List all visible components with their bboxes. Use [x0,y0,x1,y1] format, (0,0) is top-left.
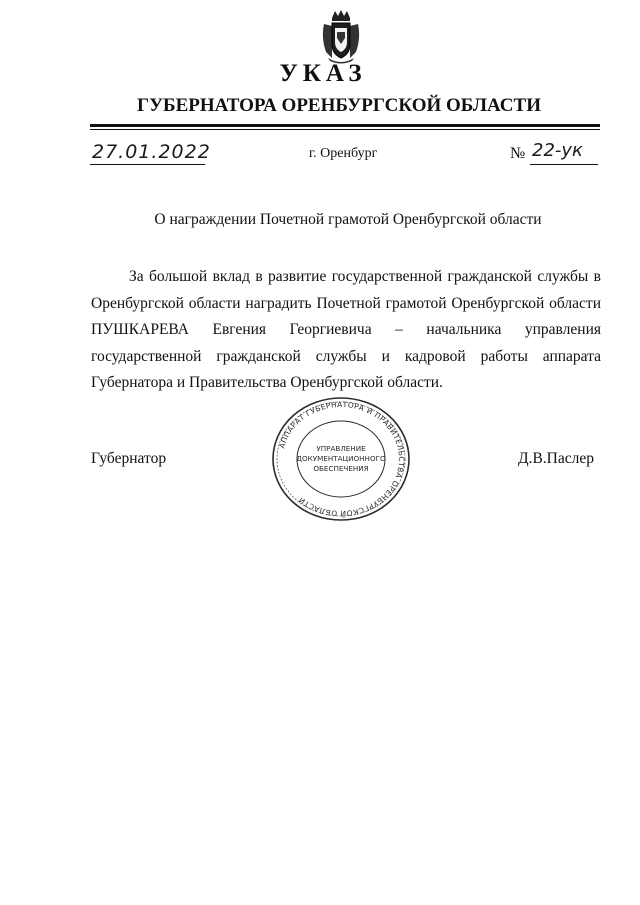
document-number-label: № [510,145,526,162]
seal-center-line-3: ОБЕСПЕЧЕНИЯ [313,464,369,473]
header-rule-thin [90,129,600,130]
document-number: 22-ук [532,140,583,161]
seal-center-line-2: ДОКУМЕНТАЦИОННОГО [296,454,386,463]
seal-center-line-1: УПРАВЛЕНИЕ [316,444,366,453]
coat-of-arms-icon [318,8,364,64]
header-rule-thick [90,124,600,127]
signature-title: Губернатор [91,450,167,467]
number-underline [530,164,598,165]
document-title: УКАЗ [279,60,367,87]
seal-ring-text: АППАРАТ ГУБЕРНАТОРА И ПРАВИТЕЛЬСТВА ОРЕНБУРГСКОЙ ОБЛАСТИ [277,399,407,519]
document-city: г. Оренбург [309,146,378,161]
signature-name: Д.В.Паслер [518,450,594,467]
document-subtitle: ГУБЕРНАТОРА ОРЕНБУРГСКОЙ ОБЛАСТИ [137,95,541,116]
document-body: За большой вклад в развитие государственной гражданской службы в Оренбургской области наградить Почетной грамотой Оренбургской области ПУШКАРЕВА Евгения Георгиевича – начальника управления государственной гражданской службы и кадровой работы аппарата Губернатора и Правительства Оренбургской области. [91,268,601,391]
round-seal-icon [268,395,414,523]
document-subject: О награждении Почетной грамотой Оренбургской области [154,211,542,228]
date-underline [90,164,205,165]
document-date: 27.01.2022 [92,141,211,163]
